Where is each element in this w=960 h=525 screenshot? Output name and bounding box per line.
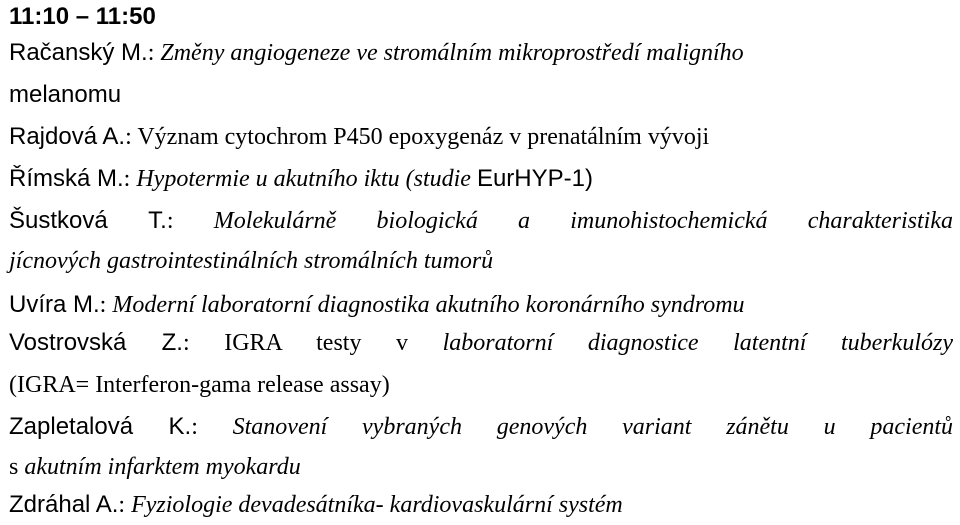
- separator: :: [191, 414, 198, 440]
- talk-title: Fyziologie devadesátníka- kardiovaskulární systém: [131, 492, 623, 518]
- entry-rajdova: [9, 122, 709, 152]
- talk-title-cont: melanomu: [9, 81, 122, 108]
- separator: :: [118, 492, 126, 518]
- entry-sustkova: [9, 206, 953, 236]
- separator: :: [123, 166, 131, 192]
- talk-title-prep: s: [9, 454, 19, 480]
- entry-zapletalova: [9, 412, 953, 442]
- entry-racansky: [9, 38, 744, 68]
- entry-uvira: [9, 290, 745, 320]
- separator: :: [125, 124, 132, 150]
- talk-title: Molekulárně biologická a imunohistochemická charakteristika: [213, 208, 954, 234]
- entry-zapletalova-cont: [9, 452, 301, 482]
- talk-title: Moderní laboratorní diagnostika akutního koronárního syndromu: [112, 292, 745, 318]
- entry-vostrovska-cont: [9, 370, 390, 400]
- author-name: Rajdová A.: [9, 123, 126, 150]
- author-name: Zdráhal A.: [9, 491, 119, 518]
- talk-title-study: EurHYP-1): [476, 165, 593, 192]
- talk-title: IGRA testy v: [224, 330, 409, 356]
- talk-title-italic: laboratorní diagnostice latentní tuberkulózy: [442, 330, 953, 356]
- author-name: Římská M.: [9, 165, 124, 192]
- entry-racansky-cont: [9, 80, 121, 110]
- entry-vostrovska: [9, 328, 953, 358]
- time-slot: 11:10 – 11:50: [9, 3, 156, 30]
- talk-title-cont: (IGRA= Interferon-gama release assay): [9, 372, 390, 398]
- entry-zdrahal: [9, 490, 623, 520]
- talk-title: Hypotermie u akutního iktu (studie: [136, 166, 471, 192]
- entry-sustkova-cont: [9, 246, 493, 276]
- separator: :: [99, 292, 107, 318]
- talk-title-cont: jícnových gastrointestinálních stromálních tumorů: [9, 248, 494, 274]
- separator: :: [182, 330, 190, 356]
- author-name: Zapletalová K.: [9, 413, 192, 440]
- separator: :: [166, 208, 174, 234]
- author-name: Vostrovská Z.: [9, 329, 183, 356]
- author-name: Račanský M.: [9, 39, 148, 66]
- talk-title: Stanovení vybraných genových variant zánětu u pacientů: [232, 414, 954, 440]
- author-name: Šustková T.: [9, 207, 167, 234]
- separator: :: [147, 40, 155, 66]
- talk-title: Význam cytochrom P450 epoxygenáz v prenatálním vývoji: [137, 124, 710, 150]
- talk-title: Změny angiogeneze ve stromálním mikroprostředí maligního: [160, 40, 744, 66]
- author-name: Uvíra M.: [9, 291, 100, 318]
- entry-rimska: [9, 164, 593, 194]
- talk-title-cont: akutním infarktem myokardu: [24, 454, 301, 480]
